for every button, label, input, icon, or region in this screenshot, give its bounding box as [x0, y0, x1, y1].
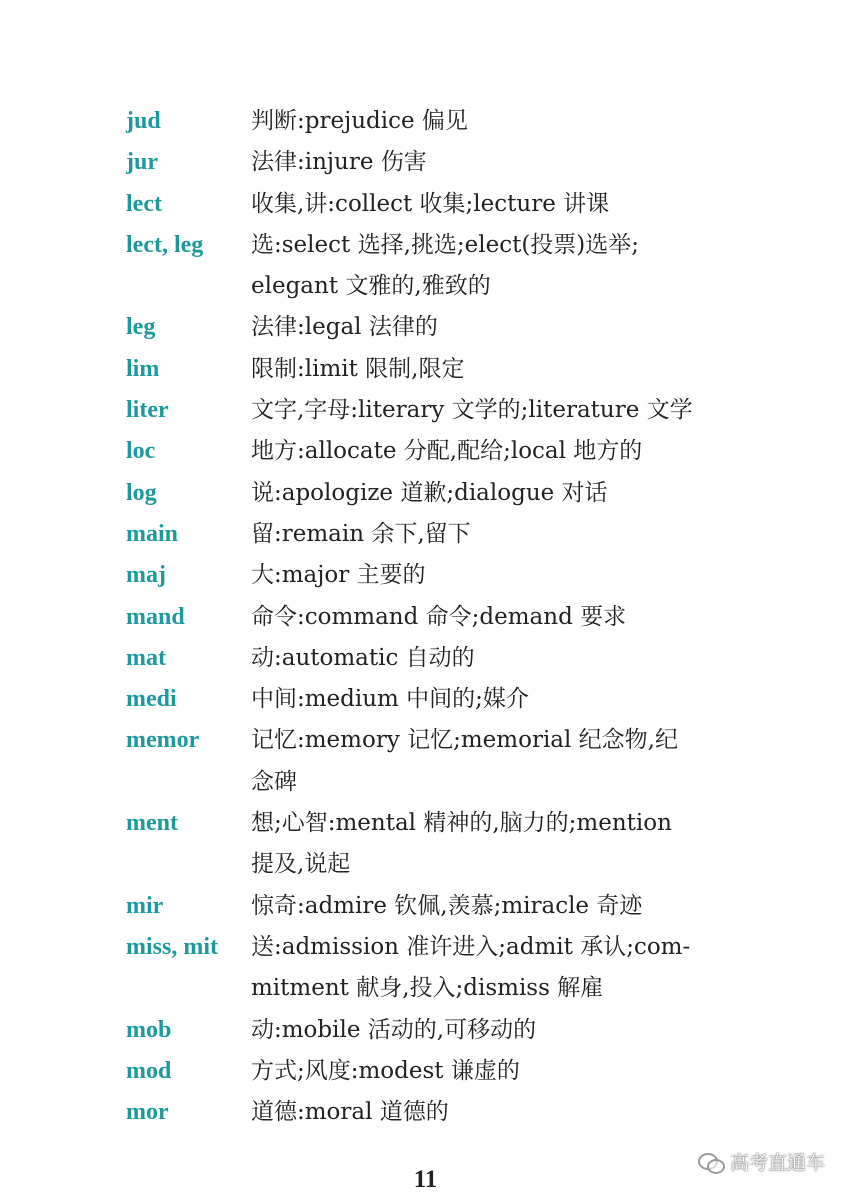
root-term: memor [126, 727, 200, 754]
watermark-text: 高考直通车 [729, 1152, 825, 1174]
root-term: miss, mit [126, 933, 218, 960]
entry-row [126, 225, 736, 308]
root-term: mor [126, 1099, 169, 1126]
root-meaning: 限制:limit 限制,限定 [251, 355, 465, 382]
root-term: mob [126, 1016, 172, 1043]
root-meaning: 中间:medium 中间的;媒介 [251, 686, 529, 713]
entry-row [126, 390, 736, 431]
root-term: ment [126, 810, 178, 837]
root-meaning: 动:mobile 活动的,可移动的 [251, 1016, 537, 1043]
root-term: leg [126, 314, 156, 341]
page-number: 11 [413, 1166, 438, 1193]
root-term: mod [126, 1057, 172, 1084]
entry-row [126, 803, 736, 886]
entry-row [126, 473, 736, 514]
root-meaning: 记忆:memory 记忆;memorial 纪念物,纪 念碑 [251, 727, 678, 795]
root-meaning: 方式;风度:modest 谦虚的 [251, 1057, 520, 1084]
root-meaning: 道德:moral 道德的 [251, 1099, 449, 1126]
root-meaning: 想;心智:mental 精神的,脑力的;mention 提及,说起 [251, 810, 672, 878]
entry-row [126, 886, 736, 927]
root-term: maj [126, 562, 166, 589]
root-term: jud [126, 108, 161, 134]
root-term: jur [126, 149, 158, 176]
entry-row [126, 307, 736, 348]
root-meaning: 说:apologize 道歉;dialogue 对话 [251, 479, 608, 506]
entry-row [126, 720, 736, 803]
root-term: medi [126, 686, 177, 713]
root-term: lim [126, 355, 160, 382]
root-meaning: 判断:prejudice 偏见 [251, 108, 468, 134]
root-term: liter [126, 397, 169, 424]
root-meaning: 收集,讲:collect 收集;lecture 讲课 [251, 190, 610, 217]
root-meaning: 法律:injure 伤害 [251, 149, 427, 176]
root-term: main [126, 520, 179, 547]
root-term: mand [126, 603, 185, 630]
entry-row [126, 514, 736, 555]
root-term: log [126, 479, 157, 506]
root-meaning: 惊奇:admire 钦佩,羡慕;miracle 奇迹 [251, 892, 643, 919]
entry-row [126, 638, 736, 679]
root-term: lect [126, 190, 162, 217]
entry-row [126, 1010, 736, 1051]
entry-row [126, 142, 736, 183]
entry-row [126, 101, 736, 142]
entry-row [126, 555, 736, 596]
root-meaning: 送:admission 准许进入;admit 承认;com- mitment 献身,投入;dismiss 解雇 [251, 933, 691, 1002]
root-meaning: 动:automatic 自动的 [251, 644, 475, 671]
root-term: lect, leg [126, 231, 204, 258]
entry-row [126, 184, 736, 225]
root-meaning: 法律:legal 法律的 [251, 314, 438, 341]
entry-row [126, 431, 736, 472]
entry-row [126, 1092, 736, 1133]
entry-row [126, 679, 736, 720]
root-meaning: 选:select 选择,挑选;elect(投票)选举; elegant 文雅的,雅致的 [251, 231, 640, 300]
root-term: mir [126, 892, 164, 919]
root-meaning: 文字,字母:literary 文学的;literature 文学 [251, 397, 693, 424]
entry-row [126, 597, 736, 638]
entry-row [126, 927, 736, 1010]
entry-row [126, 1051, 736, 1092]
entry-row [126, 349, 736, 390]
root-meaning: 命令:command 命令;demand 要求 [251, 603, 627, 630]
root-meaning: 地方:allocate 分配,配给;local 地方的 [251, 438, 643, 465]
wechat-icon [698, 1151, 724, 1173]
root-word-list [126, 101, 736, 1133]
root-meaning: 留:remain 余下,留下 [251, 520, 471, 547]
watermark [698, 1148, 825, 1175]
root-term: mat [126, 644, 166, 671]
root-meaning: 大:major 主要的 [251, 562, 426, 589]
root-term: loc [126, 438, 156, 465]
